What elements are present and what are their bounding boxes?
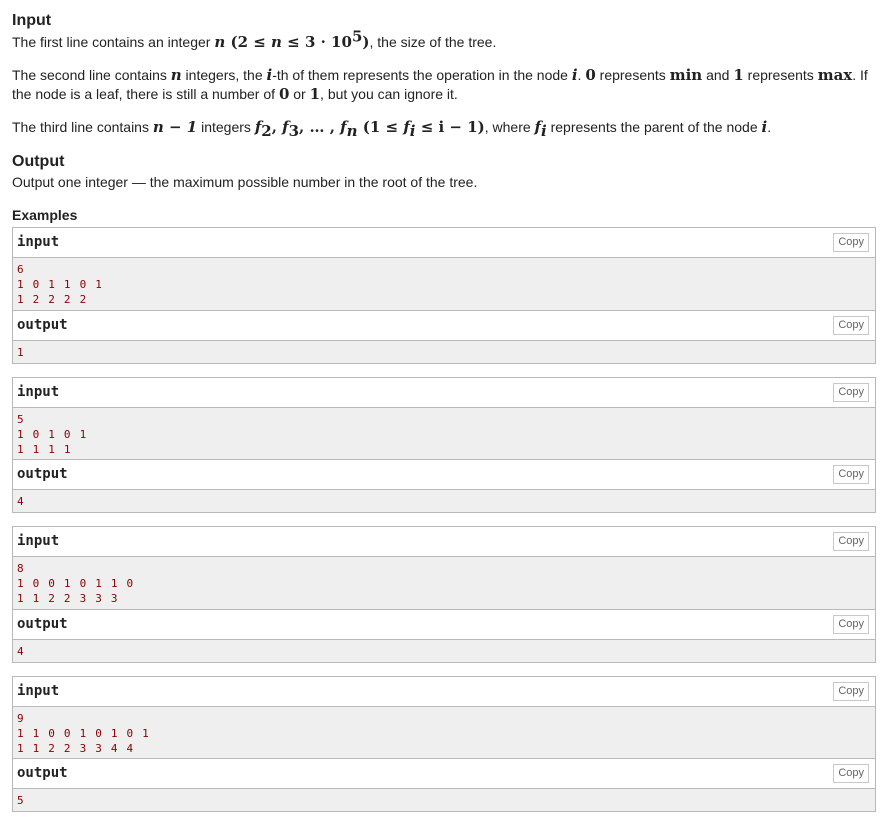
example-input-content xyxy=(13,408,875,460)
input-label: input xyxy=(17,533,60,549)
example-input-header xyxy=(13,527,875,557)
copy-button[interactable]: Copy xyxy=(833,465,869,484)
example-input-header xyxy=(13,378,875,408)
output-label: output xyxy=(17,765,68,781)
example-output-header xyxy=(13,759,875,789)
input-line: 5 xyxy=(17,413,25,426)
input-label: input xyxy=(17,384,60,400)
input-line: 1 1 0 0 1 0 1 0 1 xyxy=(17,727,150,740)
copy-button[interactable]: Copy xyxy=(833,615,869,634)
example-1 xyxy=(12,227,876,364)
input-line: 1 0 1 0 1 xyxy=(17,428,88,441)
output-section-title: Output xyxy=(12,153,65,170)
output-description: Output one integer — the maximum possible number in the root of the tree. xyxy=(12,174,478,190)
copy-button[interactable]: Copy xyxy=(833,532,869,551)
example-output-content xyxy=(13,789,875,811)
input-line: 6 xyxy=(17,263,25,276)
example-input-content xyxy=(13,557,875,610)
output-line: 4 xyxy=(17,495,25,508)
output-label: output xyxy=(17,466,68,482)
input-line: 8 xyxy=(17,562,25,575)
input-line: 1 0 1 1 0 1 xyxy=(17,278,104,291)
example-4 xyxy=(12,676,876,812)
input-line: 1 1 1 1 xyxy=(17,443,72,456)
example-output-content xyxy=(13,490,875,512)
copy-button[interactable]: Copy xyxy=(833,764,869,783)
output-line: 4 xyxy=(17,645,25,658)
example-output-content xyxy=(13,640,875,662)
output-line: 5 xyxy=(17,794,25,807)
output-label: output xyxy=(17,317,68,333)
input-line-2: The second line contains n integers, the i-th of them represents the operation in the node i. 0 represents min and 1 represents max. If the node is a leaf, there is still a number of 0 or 1, but you can ignore it. xyxy=(12,66,868,103)
example-output-header xyxy=(13,311,875,341)
example-input-header xyxy=(13,677,875,707)
copy-button[interactable]: Copy xyxy=(833,316,869,335)
input-line-3: The third line contains n − 1 integers $f_2$, $f_3$, … , $f_n$ $(1 \le f_i \le i - 1)$, where $f_i$ represents the parent of the node i. xyxy=(12,118,772,140)
copy-button[interactable]: Copy xyxy=(833,383,869,402)
example-input-content xyxy=(13,707,875,759)
output-line: 1 xyxy=(17,346,25,359)
examples-title: Examples xyxy=(12,207,78,223)
example-output-header xyxy=(13,610,875,640)
example-output-content xyxy=(13,341,875,363)
input-section-title: Input xyxy=(12,12,52,29)
input-line: 9 xyxy=(17,712,25,725)
input-line: 1 1 2 2 3 3 4 4 xyxy=(17,742,135,755)
example-input-content xyxy=(13,258,875,311)
input-label: input xyxy=(17,683,60,699)
copy-button[interactable]: Copy xyxy=(833,233,869,252)
input-line: 1 2 2 2 2 xyxy=(17,293,88,306)
example-3 xyxy=(12,526,876,663)
copy-button[interactable]: Copy xyxy=(833,682,869,701)
input-label: input xyxy=(17,234,60,250)
input-line: 1 1 2 2 3 3 3 xyxy=(17,592,119,605)
example-input-header xyxy=(13,228,875,258)
example-output-header xyxy=(13,460,875,490)
input-line-1: The first line contains an integer n $(2 \le n \le 3 \cdot 10^5)$, the size of the tree. xyxy=(12,27,497,51)
input-line: 1 0 0 1 0 1 1 0 xyxy=(17,577,135,590)
example-2 xyxy=(12,377,876,513)
output-label: output xyxy=(17,616,68,632)
